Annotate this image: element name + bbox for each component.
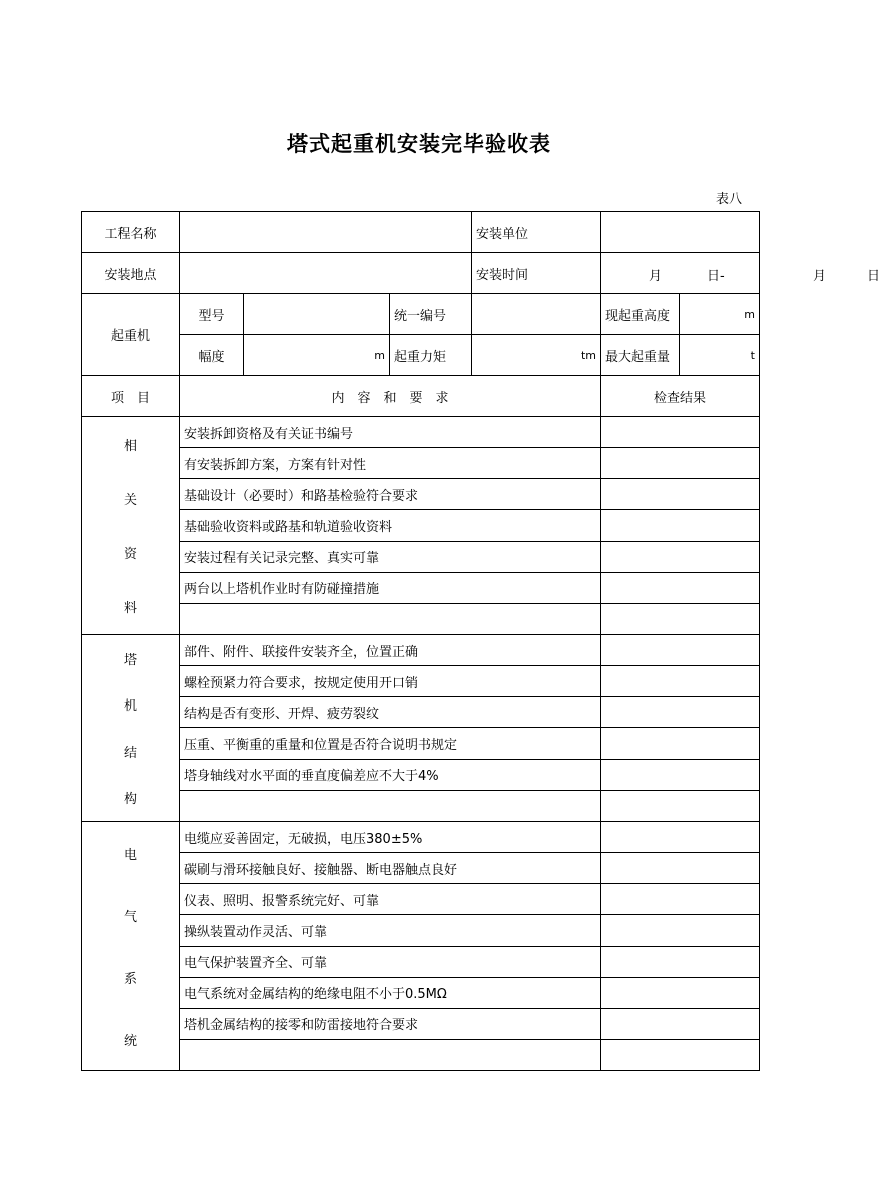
form-number: 表八 xyxy=(716,192,743,207)
requirement-text: 有安装拆卸方案，方案有针对性 xyxy=(180,448,601,479)
crane-label: 起重机 xyxy=(82,294,180,376)
section-name-char: 料 xyxy=(123,601,137,617)
requirement-text: 部件、附件、联接件安装齐全，位置正确 xyxy=(180,635,601,666)
height-unit[interactable]: m xyxy=(680,294,760,335)
section-tower-structure-label xyxy=(82,635,180,822)
unified-no-field[interactable] xyxy=(472,294,601,335)
check-row xyxy=(82,853,760,884)
row-crane-1 xyxy=(82,294,760,335)
check-result-field[interactable] xyxy=(601,541,760,572)
unified-no-label: 统一编号 xyxy=(390,294,472,335)
install-site-field[interactable] xyxy=(180,253,472,294)
row-site xyxy=(82,253,760,294)
max-weight-label: 最大起重量 xyxy=(601,335,680,376)
check-row xyxy=(82,822,760,853)
check-result-field[interactable] xyxy=(601,510,760,541)
check-row xyxy=(82,541,760,572)
check-row xyxy=(82,603,760,634)
requirement-text: 结构是否有变形、开焊、疲劳裂纹 xyxy=(180,697,601,728)
acceptance-table xyxy=(81,211,880,1071)
result-column-header: 检查结果 xyxy=(601,376,760,417)
requirement-text xyxy=(180,603,601,634)
section-electrical-label xyxy=(82,822,180,1071)
requirement-text: 基础验收资料或路基和轨道验收资料 xyxy=(180,510,601,541)
check-row xyxy=(82,697,760,728)
check-result-field[interactable] xyxy=(601,417,760,448)
moment-unit[interactable]: tm xyxy=(472,335,601,376)
amplitude-unit[interactable]: m xyxy=(244,335,390,376)
install-time-field[interactable] xyxy=(601,253,880,294)
check-result-field[interactable] xyxy=(601,915,760,946)
check-result-field[interactable] xyxy=(601,479,760,510)
section-name-char: 结 xyxy=(123,745,137,761)
check-row xyxy=(82,977,760,1008)
model-label: 型号 xyxy=(180,294,244,335)
model-field[interactable] xyxy=(244,294,390,335)
check-row xyxy=(82,946,760,977)
section-name-char: 统 xyxy=(123,1033,137,1049)
check-row xyxy=(82,1008,760,1039)
requirement-text: 基础设计（必要时）和路基检验符合要求 xyxy=(180,479,601,510)
requirement-text: 两台以上塔机作业时有防碰撞措施 xyxy=(180,572,601,603)
requirement-text xyxy=(180,1039,601,1070)
check-result-field[interactable] xyxy=(601,822,760,853)
check-result-field[interactable] xyxy=(601,853,760,884)
check-row xyxy=(82,915,760,946)
install-site-label: 安装地点 xyxy=(82,253,180,294)
requirement-text: 安装拆卸资格及有关证书编号 xyxy=(180,417,601,448)
install-unit-field[interactable] xyxy=(601,212,760,253)
check-row xyxy=(82,759,760,790)
install-unit-label: 安装单位 xyxy=(472,212,601,253)
section-name-char: 气 xyxy=(123,909,137,925)
section-name-char: 机 xyxy=(123,699,137,715)
item-column-header: 项 目 xyxy=(82,376,180,417)
requirement-text: 电气系统对金属结构的绝缘电阻不小于0.5MΩ xyxy=(180,977,601,1008)
check-result-field[interactable] xyxy=(601,697,760,728)
section-name-char: 塔 xyxy=(123,652,137,668)
month-end-label: 月 xyxy=(813,269,827,284)
section-name-char: 资 xyxy=(123,547,137,563)
check-result-field[interactable] xyxy=(601,1008,760,1039)
current-height-label: 现起重高度 xyxy=(601,294,680,335)
check-result-field[interactable] xyxy=(601,1039,760,1070)
weight-unit[interactable]: t xyxy=(680,335,760,376)
section-name-char: 相 xyxy=(123,438,137,454)
check-row xyxy=(82,510,760,541)
requirement-text: 压重、平衡重的重量和位置是否符合说明书规定 xyxy=(180,728,601,759)
check-row xyxy=(82,448,760,479)
content-column-header: 内 容 和 要 求 xyxy=(180,376,601,417)
check-row xyxy=(82,635,760,666)
amplitude-label: 幅度 xyxy=(180,335,244,376)
requirement-text: 螺栓预紧力符合要求，按规定使用开口销 xyxy=(180,666,601,697)
check-row xyxy=(82,1039,760,1070)
project-name-field[interactable] xyxy=(180,212,472,253)
check-row xyxy=(82,666,760,697)
check-row xyxy=(82,479,760,510)
check-result-field[interactable] xyxy=(601,635,760,666)
check-result-field[interactable] xyxy=(601,790,760,821)
check-result-field[interactable] xyxy=(601,977,760,1008)
requirement-text: 操纵装置动作灵活、可靠 xyxy=(180,915,601,946)
section-name-char: 电 xyxy=(123,847,137,863)
check-result-field[interactable] xyxy=(601,448,760,479)
check-result-field[interactable] xyxy=(601,728,760,759)
check-row xyxy=(82,728,760,759)
moment-label: 起重力矩 xyxy=(390,335,472,376)
check-row xyxy=(82,884,760,915)
row-column-headers xyxy=(82,376,760,417)
day-end-label: 日 xyxy=(867,269,880,284)
check-result-field[interactable] xyxy=(601,884,760,915)
section-name-char: 系 xyxy=(123,971,137,987)
day-start-label: 日- xyxy=(707,269,725,284)
check-row xyxy=(82,790,760,821)
requirement-text xyxy=(180,790,601,821)
requirement-text: 电气保护装置齐全、可靠 xyxy=(180,946,601,977)
check-row xyxy=(82,417,760,448)
form-title: 塔式起重机安装完毕验收表 xyxy=(287,132,551,156)
check-result-field[interactable] xyxy=(601,603,760,634)
month-start-label: 月 xyxy=(649,269,663,284)
section-materials-label xyxy=(82,417,180,635)
check-result-field[interactable] xyxy=(601,759,760,790)
row-crane-2 xyxy=(82,335,760,376)
requirement-text: 塔身轴线对水平面的垂直度偏差应不大于4% xyxy=(180,759,601,790)
requirement-text: 安装过程有关记录完整、真实可靠 xyxy=(180,541,601,572)
requirement-text: 碳刷与滑环接触良好、接触器、断电器触点良好 xyxy=(180,853,601,884)
requirement-text: 仪表、照明、报警系统完好、可靠 xyxy=(180,884,601,915)
requirement-text: 塔机金属结构的接零和防雷接地符合要求 xyxy=(180,1008,601,1039)
section-name-char: 构 xyxy=(123,792,137,808)
check-result-field[interactable] xyxy=(601,946,760,977)
check-result-field[interactable] xyxy=(601,666,760,697)
check-result-field[interactable] xyxy=(601,572,760,603)
check-row xyxy=(82,572,760,603)
project-name-label: 工程名称 xyxy=(82,212,180,253)
section-name-char: 关 xyxy=(123,492,137,508)
requirement-text: 电缆应妥善固定，无破损，电压380±5% xyxy=(180,822,601,853)
install-time-label: 安装时间 xyxy=(472,253,601,294)
row-project xyxy=(82,212,760,253)
